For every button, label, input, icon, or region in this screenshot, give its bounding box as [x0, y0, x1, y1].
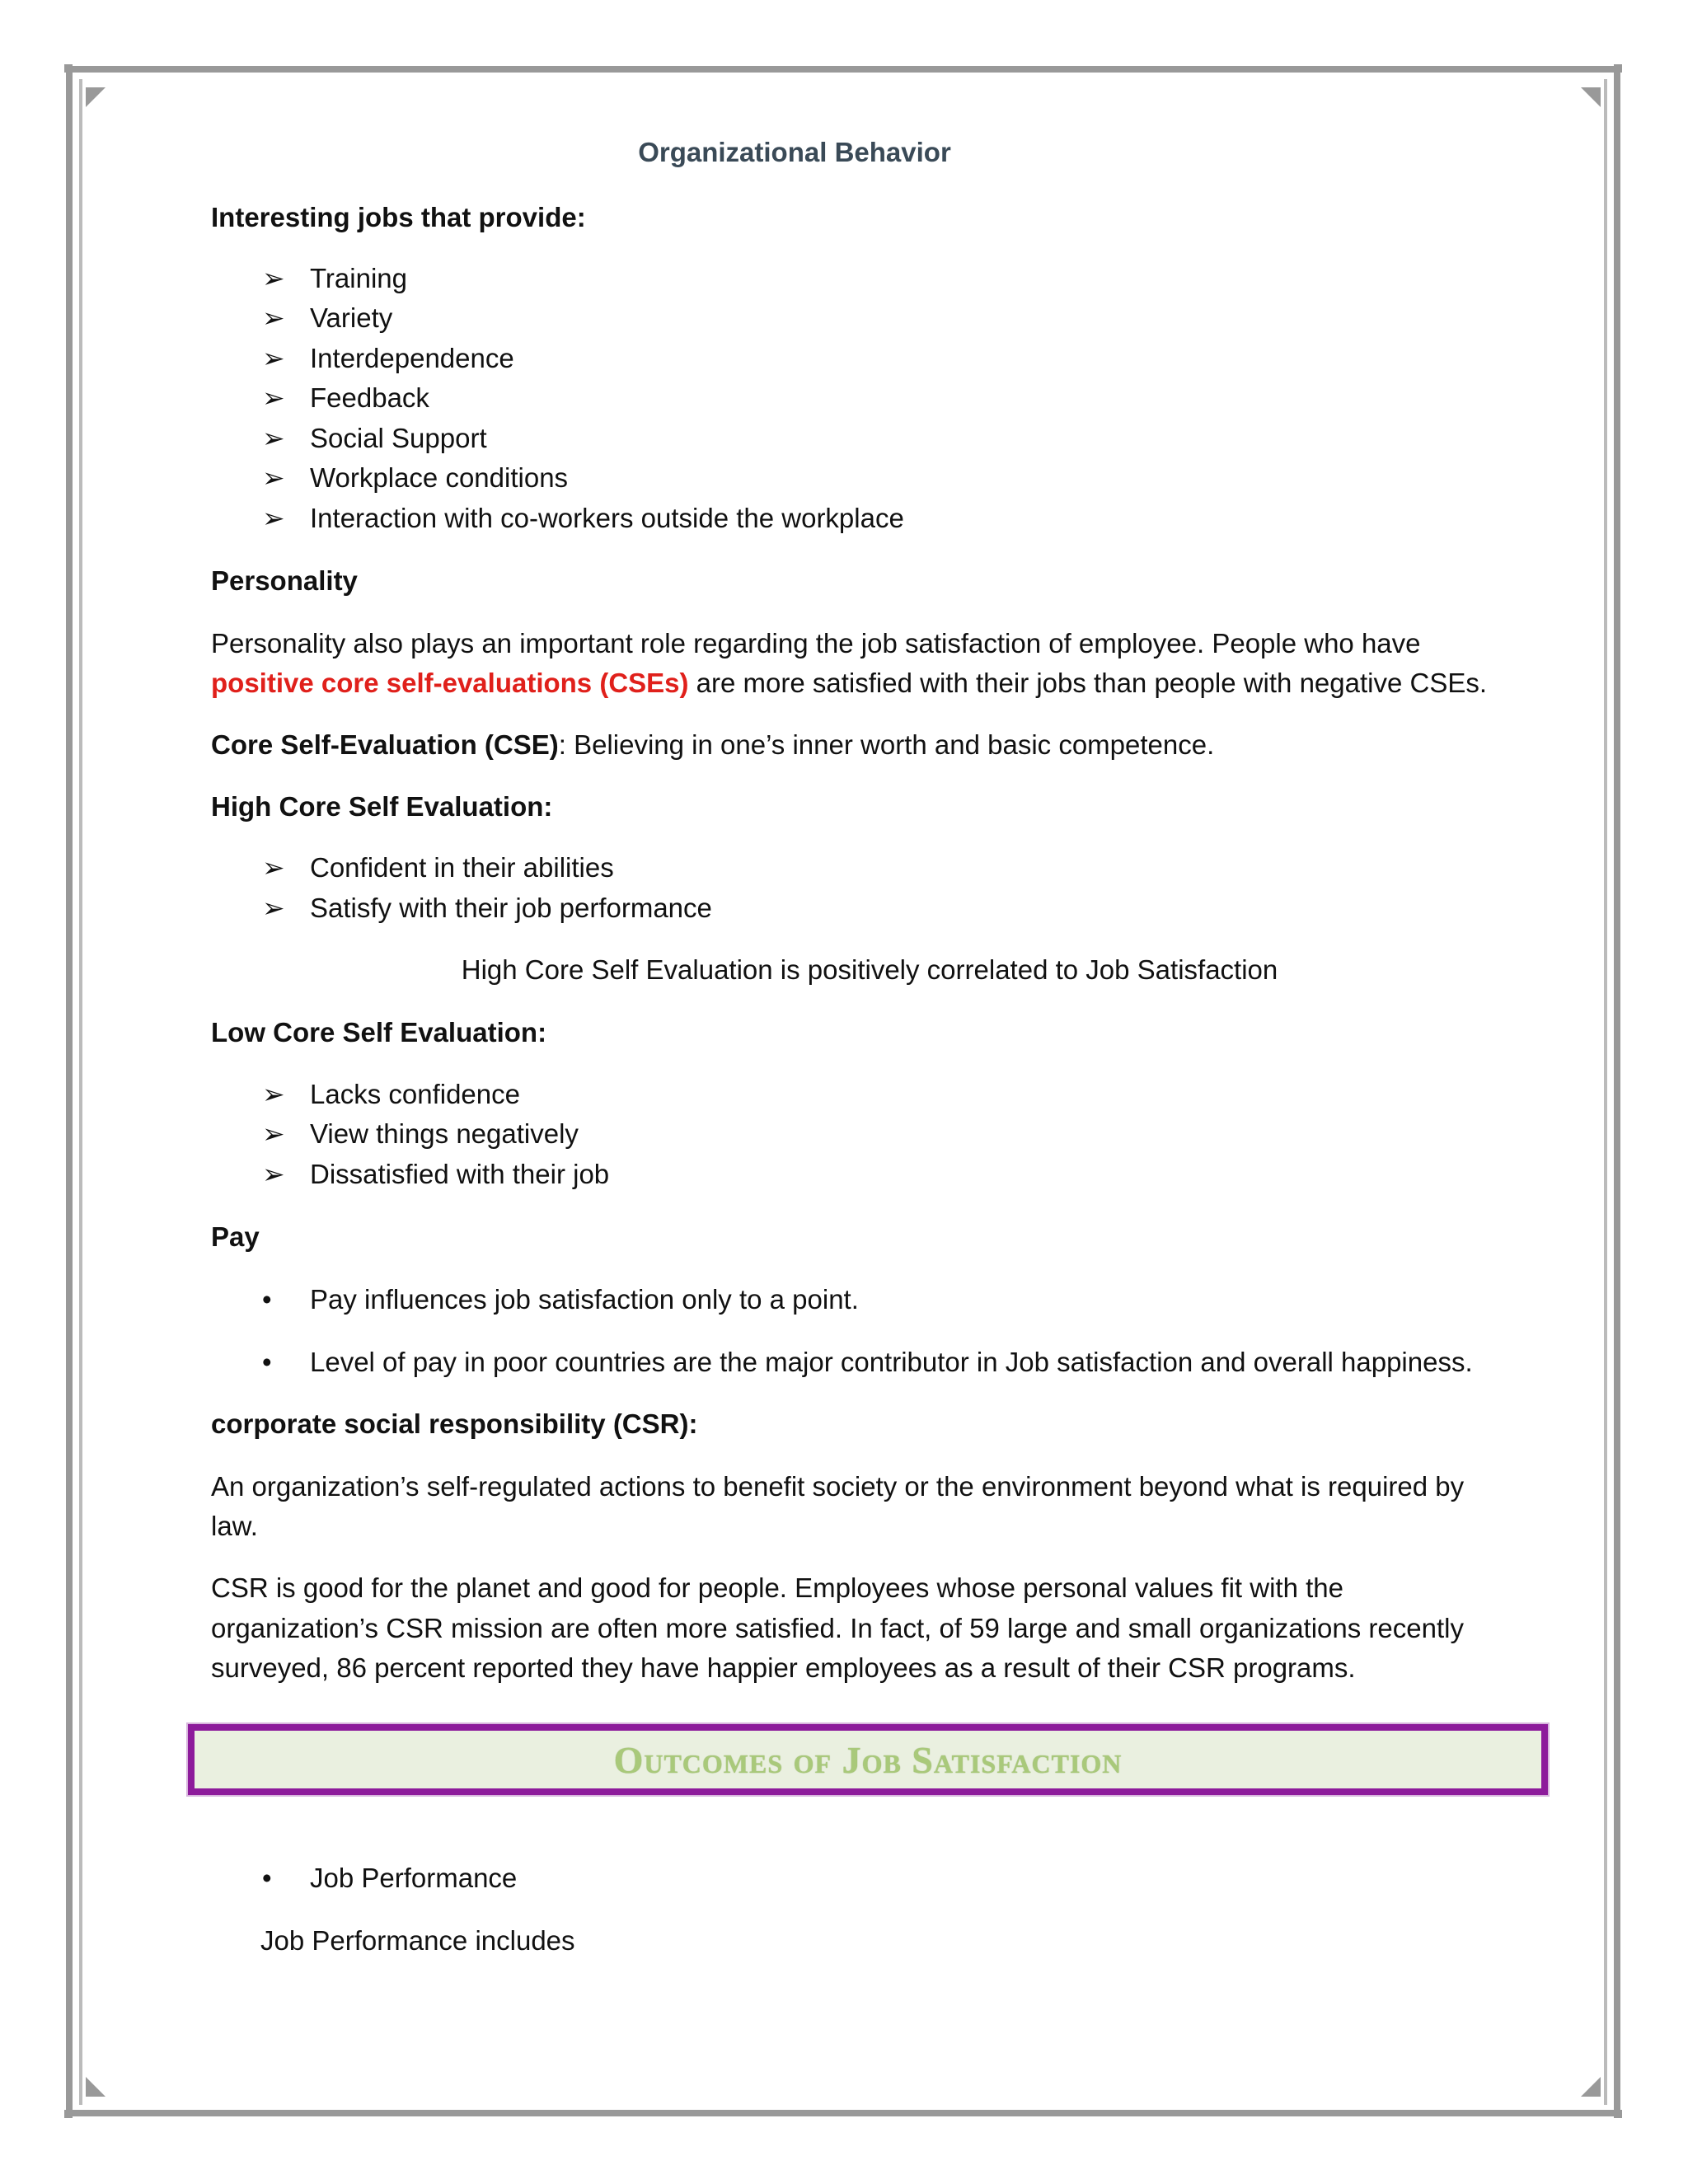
arrow-bullet-icon: ➢ [262, 343, 285, 373]
dot-bullet-icon: • [262, 1284, 272, 1315]
personality-paragraph-rest: are more satisfied with their jobs than people with negative CSEs. [688, 668, 1488, 698]
list-item: Training [310, 263, 407, 293]
csr-def-line1: An organization’s self-regulated actions to benefit society or the environment beyond what is required by [211, 1471, 1465, 1502]
list-item: Dissatisfied with their job [310, 1159, 610, 1189]
list-item: Variety [310, 302, 393, 333]
section-heading-low-cse: Low Core Self Evaluation: [211, 1017, 547, 1047]
section-heading-pay: Pay [211, 1221, 260, 1252]
section-heading-interesting-jobs: Interesting jobs that provide: [211, 202, 586, 232]
list-item: Workplace conditions [310, 462, 569, 493]
personality-paragraph-line2 [211, 663, 1487, 703]
arrow-bullet-icon: ➢ [262, 893, 285, 923]
cse-term: Core Self-Evaluation (CSE) [211, 729, 559, 760]
list-item: View things negatively [310, 1118, 579, 1149]
list-item: Level of pay in poor countries are the major contributor in Job satisfaction and overall happiness. [310, 1347, 1473, 1377]
list-item: Job Performance [310, 1863, 518, 1893]
list-item: Confident in their abilities [310, 852, 614, 883]
corner-triangle-icon [86, 2077, 106, 2097]
arrow-bullet-icon: ➢ [262, 852, 285, 883]
section-heading-high-cse: High Core Self Evaluation: [211, 791, 553, 822]
list-item: Interdependence [310, 343, 514, 373]
arrow-bullet-icon: ➢ [262, 302, 285, 333]
arrow-bullet-icon: ➢ [262, 1079, 285, 1109]
list-item: Pay influences job satisfaction only to a point. [310, 1284, 859, 1315]
personality-paragraph-line1: Personality also plays an important role regarding the job satisfaction of employee. People who have [211, 628, 1421, 658]
arrow-bullet-icon: ➢ [262, 1159, 285, 1189]
csr-para-line3: surveyed, 86 percent reported they have happier employees as a result of their CSR programs. [211, 1652, 1356, 1683]
arrow-bullet-icon: ➢ [262, 382, 285, 413]
cse-def-text: : Believing in one’s inner worth and basic competence. [558, 729, 1215, 760]
list-item: Social Support [310, 423, 487, 453]
corner-triangle-icon [86, 87, 106, 107]
section-heading-personality: Personality [211, 565, 358, 596]
list-item: Feedback [310, 382, 429, 413]
list-item: Satisfy with their job performance [310, 893, 712, 923]
list-item: Interaction with co-workers outside the workplace [310, 503, 904, 533]
outcomes-banner [188, 1724, 1548, 1795]
arrow-bullet-icon: ➢ [262, 263, 285, 293]
cse-definition [211, 725, 1214, 765]
high-cse-note: High Core Self Evaluation is positively correlated to Job Satisfaction [461, 954, 1278, 985]
page-title: Organizational Behavior [638, 137, 951, 167]
cse-highlight: positive core self-evaluations (CSEs) [211, 668, 689, 698]
dot-bullet-icon: • [262, 1347, 272, 1377]
csr-para-line2: organization’s CSR mission are often more satisfied. In fact, of 59 large and small organizations recently [211, 1613, 1464, 1643]
list-item: Lacks confidence [310, 1079, 520, 1109]
section-heading-csr: corporate social responsibility (CSR): [211, 1408, 698, 1439]
arrow-bullet-icon: ➢ [262, 1118, 285, 1149]
outcomes-followup: Job Performance includes [260, 1925, 575, 1956]
outcomes-banner-title: Outcomes of Job Satisfaction [613, 1738, 1123, 1781]
csr-para-line1: CSR is good for the planet and good for people. Employees whose personal values fit with the [211, 1572, 1343, 1603]
arrow-bullet-icon: ➢ [262, 423, 285, 453]
dot-bullet-icon: • [262, 1863, 272, 1893]
corner-triangle-icon [1581, 2077, 1601, 2097]
corner-triangle-icon [1581, 87, 1601, 107]
arrow-bullet-icon: ➢ [262, 462, 285, 493]
csr-def-line2: law. [211, 1511, 258, 1541]
arrow-bullet-icon: ➢ [262, 503, 285, 533]
